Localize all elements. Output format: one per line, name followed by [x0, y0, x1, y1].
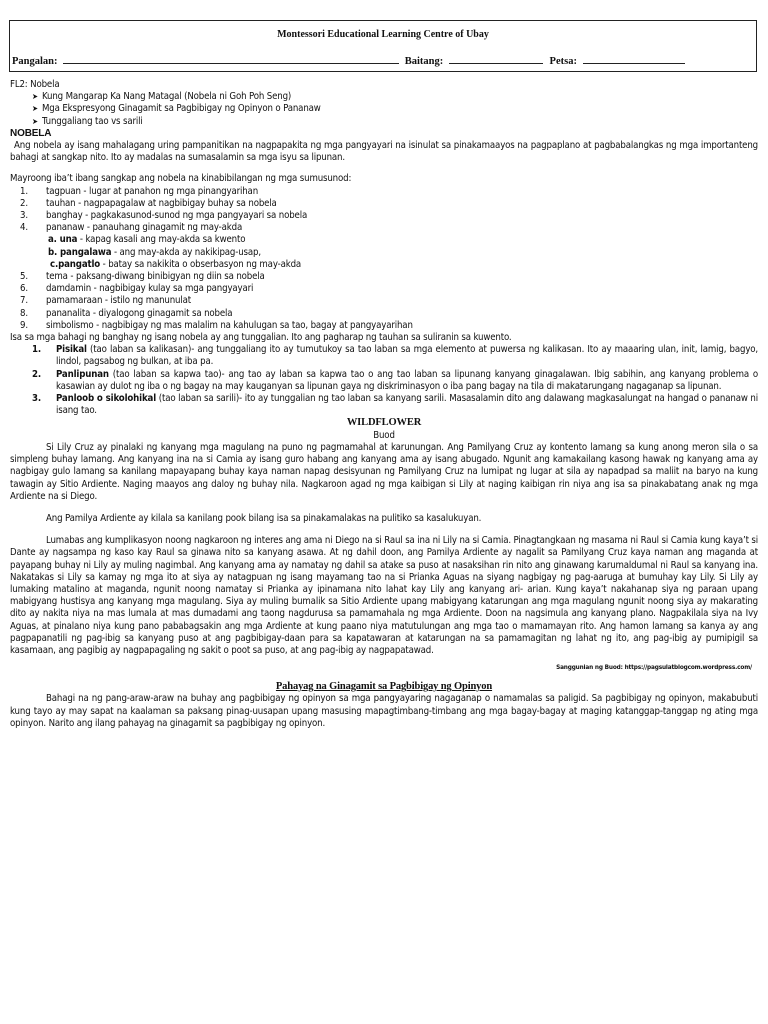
pov-item: b. pangalawa - ang may-akda ay nakikipag-usap,: [48, 246, 261, 258]
conflict-list: [10, 344, 758, 417]
topic-code: FL2: Nobela: [10, 79, 60, 90]
list-item: 8. pananalita - diyalogong ginagamit sa nobela: [20, 307, 233, 319]
wildflower-title: WILDFLOWER: [346, 417, 422, 429]
summary-paragraph: Ang Pamilya Ardiente ay kilala sa kanilang pook bilang isa sa pinakamalakas na pulitiko sa kasalukuyan.: [46, 512, 482, 524]
summary-paragraph: Lumabas ang kumplikasyon noong nagkaroon ng interes ang ama ni Diego na si Raul sa ina ni Lily na si Camia. Pinagtangkaan ng masama ni Raul si Camia kung kaya’t si Dante ay nagsampa ng kaso kay Raul sa ginawa nito sa kanyang asawa. At ng dahil doon, ang Pamilya Ardiente ay nagalit sa Pamilyang Cruz kaya naman ang maganda at payapang buhay ni Lily ay muling nagimbal. Ang kanyang ama ay namatay ng dahil sa atake sa puso at nasaksihan rin nito ang ginawang karumaldumal ni Raul sa kanyang ina. Nakatakas si Lily sa kamay ng mga ito at siya ay natagpuan ng isang mayamang tao na si Prianka Aguas na siyang nagbigay ng pag-aaruga at bumuhay kay Lily. Si Lily ay lumaking matalino at maganda, ngunit noong namatay si Prianka ay ipinamana nito lahat kay Lily ang kanyang ari- arian. Kung kaya’t nakahanap siya ng paraan upang mabigyang hustisya ang kanyang mga magulang. Siya ay muling bumalik sa Sitio Ardiente upang mabigyang katarungan ang mga magulang ngunit noong siya ay makarating dito ay nakita niya na mas lumala at mas dumadami ang taong nagdurusa sa pamamahala ng mga Ardiente. Doon na nagsimula ang kanyang plano. Nagpakilala siya na Ivy Aguas, at pinalano niya kung pano pababagsakin ang mga Ardiente at kung paano niya matutulungan ang mga tao o mamamayan rito. Ang hamon lamang sa kanya ay ang pagpapanatili ng pag-ibig sa kanyang puso at ang pagbibigay-daan para sa kapatawaran at katarungan na sa pamamagitan ng lahat ng ito, ang pag-ibig ay pumipigil sa kasamaan, ang pagibig ay nagpapagaling ng sakit o poot sa puso, at ang pag-ibig ay nagpapatawad.: [10, 535, 758, 656]
pov-item: c.pangatlo - batay sa nakikita o obserbasyon ng may-akda: [50, 258, 302, 270]
grade-label: Baitang:: [404, 56, 444, 67]
topic-item: ➤ Mga Ekspresyong Ginagamit sa Pagbibigay ng Opinyon o Pananaw: [32, 103, 321, 115]
summary-paragraph: Si Lily Cruz ay pinalaki ng kanyang mga magulang na puno ng pagmamahal at karunungan. Ang Pamilyang Cruz ay kontento lamang sa kung anong meron sila o sa simpleng buhay lamang. Ang kanyang ina na si Camia ay isang guro habang ang kanyang ama ay isang abugado. Ngunit ang kamakailang kasong hawak ng kanyang ama ay nagbigay gulo lamang sa kanilang mapayapang buhay kaya naman napag desisyunan ng Pamilyang Cruz na lumipat ng lugar at sila ay napadpad sa maliit na baryo na kung tawagin ay Sitio Ardiente. Naging maayos ang daloy ng buhay nila. Nagkaroon agad ng mga kaibigan si Lily at naging kaibigan rin niya ang isa sa pinakabatang anak ng mga Ardiente na si Diego.: [10, 441, 758, 502]
wildflower-subtitle: Buod: [373, 429, 395, 441]
student-info-fields: [12, 54, 685, 67]
topic-item: ➤ Tunggaliang tao vs sarili: [32, 115, 143, 127]
nobela-definition: Ang nobela ay isang mahalagang uring pampanitikan na nagpapakita ng mga pangyayari na isinulat sa pinakamaayos na pagpaplano at pagbabalangkas ng mga importanteng bahagi at sangkap nito. Ito ay madalas na sumasalamin sa mga isyu sa lipunan.: [10, 140, 758, 164]
list-item: 3. banghay - pagkakasunod-sunod ng mga pangyayari sa nobela: [20, 210, 308, 222]
arrow-bullet-icon: ➤: [32, 116, 38, 126]
name-label: Pangalan:: [12, 56, 58, 67]
grade-blank[interactable]: [449, 54, 543, 64]
arrow-bullet-icon: ➤: [32, 92, 38, 102]
topic-list: [10, 91, 758, 128]
elements-list: [10, 186, 758, 332]
header-box: [9, 20, 757, 72]
pahayag-title: Pahayag na Ginagamit sa Pagbibigay ng Opinyon: [275, 681, 493, 693]
elements-intro: Mayroong iba’t ibang sangkap ang nobela na kinabibilangan ng mga sumusunod:: [10, 173, 352, 185]
conflict-item: 3. Panloob o sikolohikal (tao laban sa sarili)- ito ay tunggalian ng tao laban sa kanyang sarili. Masasalamin dito ang dalawang magkasalungat na hangad o pananaw ni isang tao.: [32, 393, 759, 417]
conflict-item: 2. Panlipunan (tao laban sa kapwa tao)- ang tao ay laban sa kapwa tao o ang tao laban sa lipunang kanyang ginagalawan. Ibig sabihin, ang kanyang problema o kasawian ay dulot ng iba o ng bagay na may kauganyan sa lipunan gaya ng diskriminasyon o iba pang bagay na tila di makatarungang nagaganap sa lipunan.: [32, 368, 758, 392]
summary-source: Sanggunian ng Buod: https://pagsulatblogcom.wordpress.com/: [556, 663, 752, 672]
name-blank[interactable]: [63, 54, 399, 64]
nobela-heading: NOBELA: [10, 127, 52, 139]
list-item: 6. damdamin - nagbibigay kulay sa mga pangyayari: [20, 283, 254, 295]
list-item: 1. tagpuan - lugar at panahon ng mga pinangyarihan: [20, 185, 259, 197]
arrow-bullet-icon: ➤: [32, 104, 38, 114]
school-name: Montessori Educational Learning Centre of Ubay: [277, 29, 489, 40]
date-blank[interactable]: [583, 54, 685, 64]
conflict-item: 1. Pisikal (tao laban sa kalikasan)- ang tunggaliang ito ay tumutukoy sa tao laban sa mga elemento at puwersa ng kalikasan. Ito ay maaaring ulan, init, lamig, bagyo, lindol, pagsabog ng bulkan, at iba pa.: [32, 344, 758, 368]
date-label: Petsa:: [549, 56, 577, 67]
list-item: 4. pananaw - panauhang ginagamit ng may-akda: [20, 222, 243, 234]
pov-item: a. una - kapag kasali ang may-akda sa kwento: [48, 234, 246, 246]
topic-item: ➤ Kung Mangarap Ka Nang Matagal (Nobela ni Goh Poh Seng): [32, 91, 292, 103]
list-item: 2. tauhan - nagpapagalaw at nagbibigay buhay sa nobela: [20, 197, 277, 209]
worksheet-content: [10, 79, 758, 730]
pahayag-paragraph: Bahagi na ng pang-araw-araw na buhay ang pagbibigay ng opinyon sa mga pangyayaring nagaganap o namamalas sa paligid. Sa pagbibigay ng opinyon, makabubuti kung tayo ay may sapat na kaalaman sa paksang pinag-uusapan upang masusing mapagtimbang-timbang ang mga bagay-bagay at maging katanggap-tanggap ng ating mga opinyon. Narito ang ilang pahayag na ginagamit sa pagbibigay ng opinyon.: [10, 693, 758, 729]
list-item: 9. simbolismo - nagbibigay ng mas malalim na kahulugan sa tao, bagay at pangyayarihan: [20, 319, 413, 331]
conflict-intro: Isa sa mga bahagi ng banghay ng isang nobela ay ang tunggalian. Ito ang pagharap ng tauhan sa suliranin sa kuwento.: [10, 332, 512, 344]
list-item: 5. tema - paksang-diwang binibigyan ng diin sa nobela: [20, 271, 265, 283]
list-item: 7. pamamaraan - istilo ng manunulat: [20, 295, 191, 307]
